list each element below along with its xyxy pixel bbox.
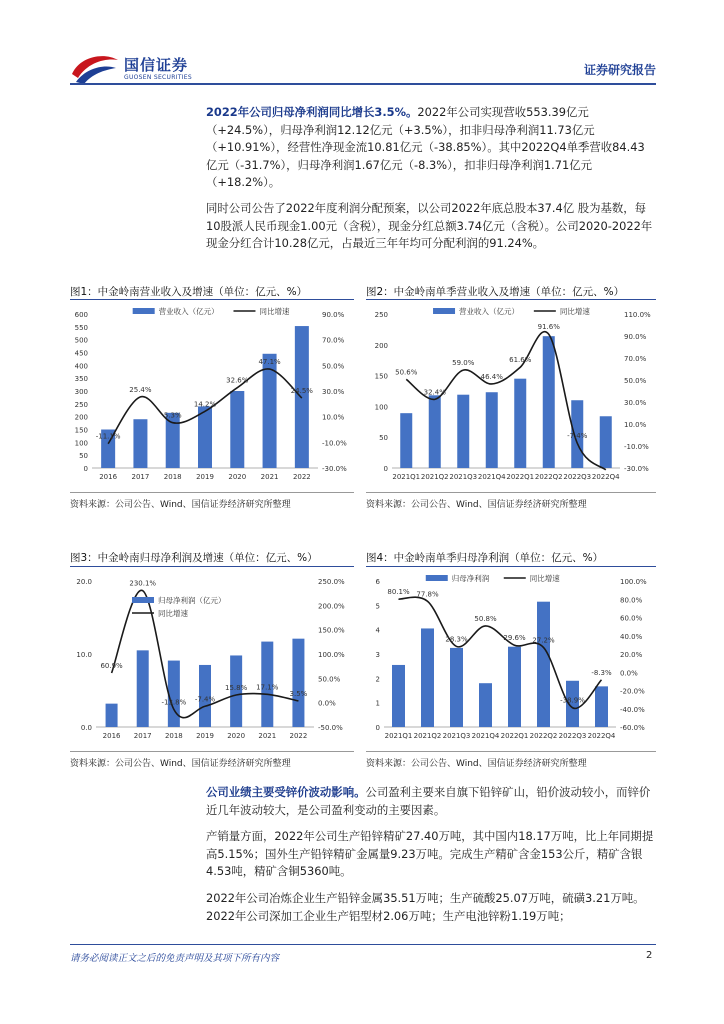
y2-tick-label: -40.0% [620, 705, 645, 714]
y2-tick-label: 100.0% [620, 578, 647, 586]
fig3-title-rule [70, 566, 354, 567]
growth-data-label: 46.4% [480, 372, 503, 381]
x-tick-label: 2021Q1 [392, 473, 421, 481]
fig3-chart [70, 569, 354, 749]
y-tick-label: 300 [74, 388, 88, 396]
bar-2022Q2 [537, 602, 550, 727]
growth-data-label: 50.6% [395, 368, 418, 377]
y2-tick-label: -20.0% [620, 687, 645, 696]
paragraph-1-title: 2022年公司归母净利润同比增长3.5%。 [206, 105, 418, 119]
y2-tick-label: -60.0% [620, 724, 645, 732]
bar-2022Q4 [600, 416, 612, 468]
growth-data-label: 25.4% [129, 385, 152, 394]
legend-bar-label: 归母净利润（亿元） [158, 596, 226, 605]
bar-2021Q3 [457, 395, 469, 468]
paragraph-3-title: 公司业绩主要受锌价波动影响。 [206, 785, 366, 799]
x-tick-label: 2018 [163, 473, 182, 481]
fig1-chart [70, 302, 354, 490]
y-tick-label: 450 [74, 349, 88, 358]
growth-data-label: -8.3% [591, 668, 612, 677]
fig3-title: 图3：中金岭南归母净利润及增速（单位：亿元、%） [70, 552, 318, 564]
bar-2021Q1 [392, 665, 405, 727]
growth-data-label: -11.1% [95, 432, 121, 441]
y2-tick-label: 110.0% [624, 311, 651, 319]
y-tick-label: 10.0 [76, 651, 92, 659]
y2-tick-label: 90.0% [624, 333, 647, 341]
y-tick-label: 5 [375, 602, 380, 611]
growth-data-label: 5.3% [163, 411, 182, 420]
y2-tick-label: -10.0% [322, 439, 347, 448]
legend-line-label: 同比增速 [158, 609, 188, 618]
y2-tick-label: -30.0% [624, 465, 649, 473]
y2-tick-label: 100.0% [318, 651, 345, 659]
y2-tick-label: 10.0% [322, 413, 345, 422]
y-tick-label: 200 [74, 413, 88, 422]
growth-data-label: 59.0% [452, 359, 475, 368]
legend-bar-label: 营业收入（亿元） [158, 307, 219, 316]
growth-data-label: 17.1% [256, 683, 279, 692]
y-tick-label: 3 [375, 651, 380, 659]
growth-data-label: 91.6% [537, 323, 560, 332]
y-tick-label: 100 [74, 439, 88, 448]
y-tick-label: 0.0 [80, 724, 92, 732]
x-tick-label: 2016 [102, 732, 121, 740]
x-tick-label: 2021Q1 [384, 732, 413, 740]
legend-line-label: 同比增速 [529, 574, 560, 583]
growth-data-label: -13.8% [161, 698, 187, 707]
y2-tick-label: 30.0% [322, 388, 345, 396]
y-tick-label: 400 [74, 362, 88, 371]
y-tick-label: 50 [379, 434, 388, 443]
y-tick-label: 200 [374, 341, 388, 350]
logo-en: GUOSEN SECURITIES [124, 74, 193, 81]
growth-data-label: 61.6% [509, 356, 532, 365]
x-tick-label: 2020 [228, 473, 247, 481]
x-tick-label: 2021Q4 [477, 473, 506, 481]
y-tick-label: 0 [375, 724, 380, 732]
y2-tick-label: 10.0% [624, 421, 647, 429]
paragraph-3 [206, 784, 654, 819]
y2-tick-label: 40.0% [620, 632, 643, 641]
paragraph-5 [206, 890, 654, 925]
y-tick-label: 50 [79, 452, 88, 461]
growth-data-label: 28.3% [445, 635, 468, 644]
bar-2022Q4 [595, 686, 608, 727]
x-tick-label: 2022 [292, 473, 311, 481]
growth-data-label: 14.2% [193, 400, 217, 409]
x-tick-label: 2021Q3 [449, 473, 478, 481]
y2-tick-label: 80.0% [620, 596, 643, 605]
legend-line-label: 同比增速 [259, 307, 290, 316]
x-tick-label: 2022 [289, 732, 308, 740]
legend-bar-label: 归母净利润 [451, 574, 490, 583]
legend-bar-swatch [433, 308, 455, 314]
x-tick-label: 2022Q2 [529, 732, 558, 740]
fig1-source-rule [70, 492, 354, 493]
fig1-title-rule [70, 299, 354, 300]
growth-data-label: 32.4% [423, 388, 446, 397]
y2-tick-label: -30.0% [322, 465, 347, 473]
growth-data-label: 50.8% [474, 614, 497, 623]
y-tick-label: 250 [374, 311, 388, 319]
bar-2022Q1 [508, 647, 521, 727]
y2-tick-label: 50.0% [322, 362, 345, 371]
y2-tick-label: -10.0% [624, 443, 649, 451]
y2-tick-label: 200.0% [318, 602, 345, 611]
bar-2021Q1 [400, 413, 412, 468]
y-tick-label: 1 [375, 699, 380, 708]
fig1-title: 图1：中金岭南营业收入及增速（单位：亿元、%） [70, 286, 308, 298]
paragraph-4-text: 产销量方面，2022年公司生产铅锌精矿27.40万吨，其中国内18.17万吨，比上年同期提高5.15%；国外生产铅锌精矿金属量9.23万吨。完成生产精矿含金153公斤，精矿含银4.53吨，精矿含铜5360吨。 [206, 829, 654, 878]
bar-2018 [163, 411, 182, 468]
paragraph-3-text: 公司盈利主要来自旗下铅锌矿山，铅价波动较小，而锌价近几年波动较大，是公司盈利变动的主要因素。 [206, 785, 651, 817]
x-tick-label: 2022Q1 [506, 473, 535, 481]
y-tick-label: 0 [83, 465, 88, 473]
growth-data-label: 24.5% [290, 387, 313, 396]
logo-cn: 国信证券 [124, 56, 189, 74]
doc-type-label: 证券研究报告 [583, 63, 656, 77]
y-tick-label: 250 [74, 400, 88, 409]
bar-2022Q2 [543, 336, 555, 468]
bar-2020 [230, 391, 244, 468]
growth-data-label: -38.9% [560, 696, 585, 705]
bar-2021Q2 [421, 628, 434, 727]
bar-2021Q2 [429, 395, 441, 468]
y2-tick-label: 30.0% [624, 399, 647, 407]
x-tick-label: 2021 [260, 473, 279, 481]
growth-data-label: 47.1% [258, 358, 281, 367]
bar-2018 [168, 661, 180, 727]
y-tick-label: 6 [375, 578, 380, 586]
legend-bar-swatch [132, 597, 154, 603]
bar-2017 [133, 419, 147, 468]
y-tick-label: 500 [74, 336, 88, 345]
page-number: 2 [646, 950, 653, 961]
bar-2021Q4 [486, 392, 498, 468]
y-tick-label: 4 [375, 626, 380, 635]
growth-data-label: 230.1% [129, 579, 157, 588]
y2-tick-label: 50.0% [624, 377, 647, 385]
growth-data-label: -7.4% [567, 432, 588, 441]
fig2-title-rule [366, 299, 656, 300]
x-tick-label: 2022Q4 [587, 732, 616, 740]
y-tick-label: 100 [374, 403, 388, 412]
paragraph-5-text: 2022年公司冶炼企业生产铅锌金属35.51万吨；生产硫酸25.07万吨，硫磺3.21万吨。2022年公司深加工企业生产铝型材2.06万吨；生产电池锌粉1.19万吨； [206, 891, 645, 923]
fig4-source-rule [366, 751, 656, 752]
paragraph-2 [206, 200, 654, 253]
growth-data-label: -7.4% [194, 695, 216, 704]
x-tick-label: 2019 [196, 473, 214, 481]
bar-2021Q4 [479, 683, 492, 727]
fig4-title-rule [366, 566, 656, 567]
y-tick-label: 550 [74, 323, 88, 332]
fig4-title: 图4：中金岭南单季归母净利润（单位：亿元、%） [366, 552, 604, 564]
growth-data-label: 15.8% [225, 683, 248, 692]
paragraph-2-text: 同时公司公告了2022年度利润分配预案，以公司2022年底总股本37.4亿 股为基数，每10股派人民币现金1.00元（含税），现金分红总额3.74亿元（含税）。公司2020-2022年现金分红合计10.28亿元，占最近三年年均可分配利润的91.24%。 [206, 201, 653, 250]
legend-bar-swatch [133, 308, 155, 314]
fig3-source-rule [70, 751, 354, 752]
x-tick-label: 2018 [164, 732, 183, 740]
y-tick-label: 350 [74, 375, 88, 384]
y2-tick-label: 150.0% [318, 626, 345, 635]
fig2-source-rule [366, 492, 656, 493]
growth-data-label: 32.6% [226, 376, 249, 385]
fig2-title: 图2：中金岭南单季营业收入及增速（单位：亿元、%） [366, 286, 625, 298]
fig4-source: 资料来源：公司公告、Wind、国信证券经济研究所整理 [366, 759, 587, 769]
growth-data-label: 27.2% [532, 636, 555, 645]
bar-2022Q1 [514, 379, 526, 468]
y2-tick-label: 50.0% [318, 675, 341, 684]
fig2-source: 资料来源：公司公告、Wind、国信证券经济研究所整理 [366, 500, 587, 510]
y-tick-label: 2 [375, 675, 380, 684]
fig3-source: 资料来源：公司公告、Wind、国信证券经济研究所整理 [70, 759, 291, 769]
guosen-logo-icon [70, 52, 120, 84]
fig4-chart [366, 569, 656, 749]
x-tick-label: 2021 [258, 732, 277, 740]
x-tick-label: 2017 [133, 732, 152, 740]
x-tick-label: 2021Q2 [420, 473, 449, 481]
footer-disclaimer: 请务必阅读正文之后的免责声明及其项下所有内容 [70, 953, 280, 964]
y2-tick-label: 90.0% [322, 311, 345, 319]
x-tick-label: 2022Q4 [591, 473, 620, 481]
x-tick-label: 2022Q3 [558, 732, 587, 740]
bar-2021Q3 [450, 648, 463, 727]
header-rule [70, 83, 656, 85]
y-tick-label: 150 [374, 372, 388, 381]
y2-tick-label: 70.0% [322, 336, 345, 345]
footer-rule [70, 944, 656, 945]
bar-2019 [198, 406, 212, 468]
x-tick-label: 2022Q3 [563, 473, 592, 481]
y2-tick-label: 0.0% [620, 669, 638, 678]
x-tick-label: 2020 [227, 732, 246, 740]
y2-tick-label: 0.0% [318, 699, 336, 708]
fig1-source: 资料来源：公司公告、Wind、国信证券经济研究所整理 [70, 500, 291, 510]
x-tick-label: 2021Q3 [442, 732, 471, 740]
y2-tick-label: -50.0% [318, 724, 343, 732]
y-tick-label: 20.0 [76, 578, 92, 586]
x-tick-label: 2021Q2 [413, 732, 442, 740]
y-tick-label: 150 [74, 426, 88, 435]
paragraph-1-text: 2022年公司实现营收553.39亿元（+24.5%），归母净利润12.12亿元（+3.5%），扣非归母净利润11.73亿元（+10.91%），经营性净现金流10.81亿元（-38.85%）。其中2022Q4单季营收84.43亿元（-31.7%），归母净利润1.67亿元（-8.3%），扣非归母净利润1.71亿元（+18.2%）。 [206, 105, 645, 189]
y2-tick-label: 20.0% [620, 651, 643, 659]
legend-line-label: 同比增速 [559, 307, 590, 316]
x-tick-label: 2016 [99, 473, 118, 481]
legend-bar-label: 营业收入（亿元） [459, 307, 520, 316]
growth-data-label: 29.6% [503, 634, 526, 643]
growth-data-label: 3.5% [289, 689, 308, 698]
y2-tick-label: 250.0% [318, 578, 345, 586]
fig2-chart [366, 302, 656, 490]
y-tick-label: 600 [74, 311, 88, 319]
bar-2016 [106, 704, 118, 727]
x-tick-label: 2022Q1 [500, 732, 529, 740]
bar-2017 [137, 650, 149, 727]
y-tick-label: 0 [383, 465, 388, 473]
y2-tick-label: 70.0% [624, 355, 647, 363]
bar-2022 [292, 639, 304, 727]
x-tick-label: 2017 [131, 473, 150, 481]
growth-data-label: 77.8% [416, 590, 439, 599]
growth-data-label: 80.1% [387, 588, 410, 597]
paragraph-4 [206, 828, 654, 881]
x-tick-label: 2019 [196, 732, 214, 740]
x-tick-label: 2021Q4 [471, 732, 500, 740]
y2-tick-label: 60.0% [620, 614, 643, 623]
growth-data-label: 60.9% [100, 662, 123, 671]
legend-bar-swatch [426, 575, 448, 581]
paragraph-1 [206, 104, 654, 192]
x-tick-label: 2022Q2 [534, 473, 563, 481]
